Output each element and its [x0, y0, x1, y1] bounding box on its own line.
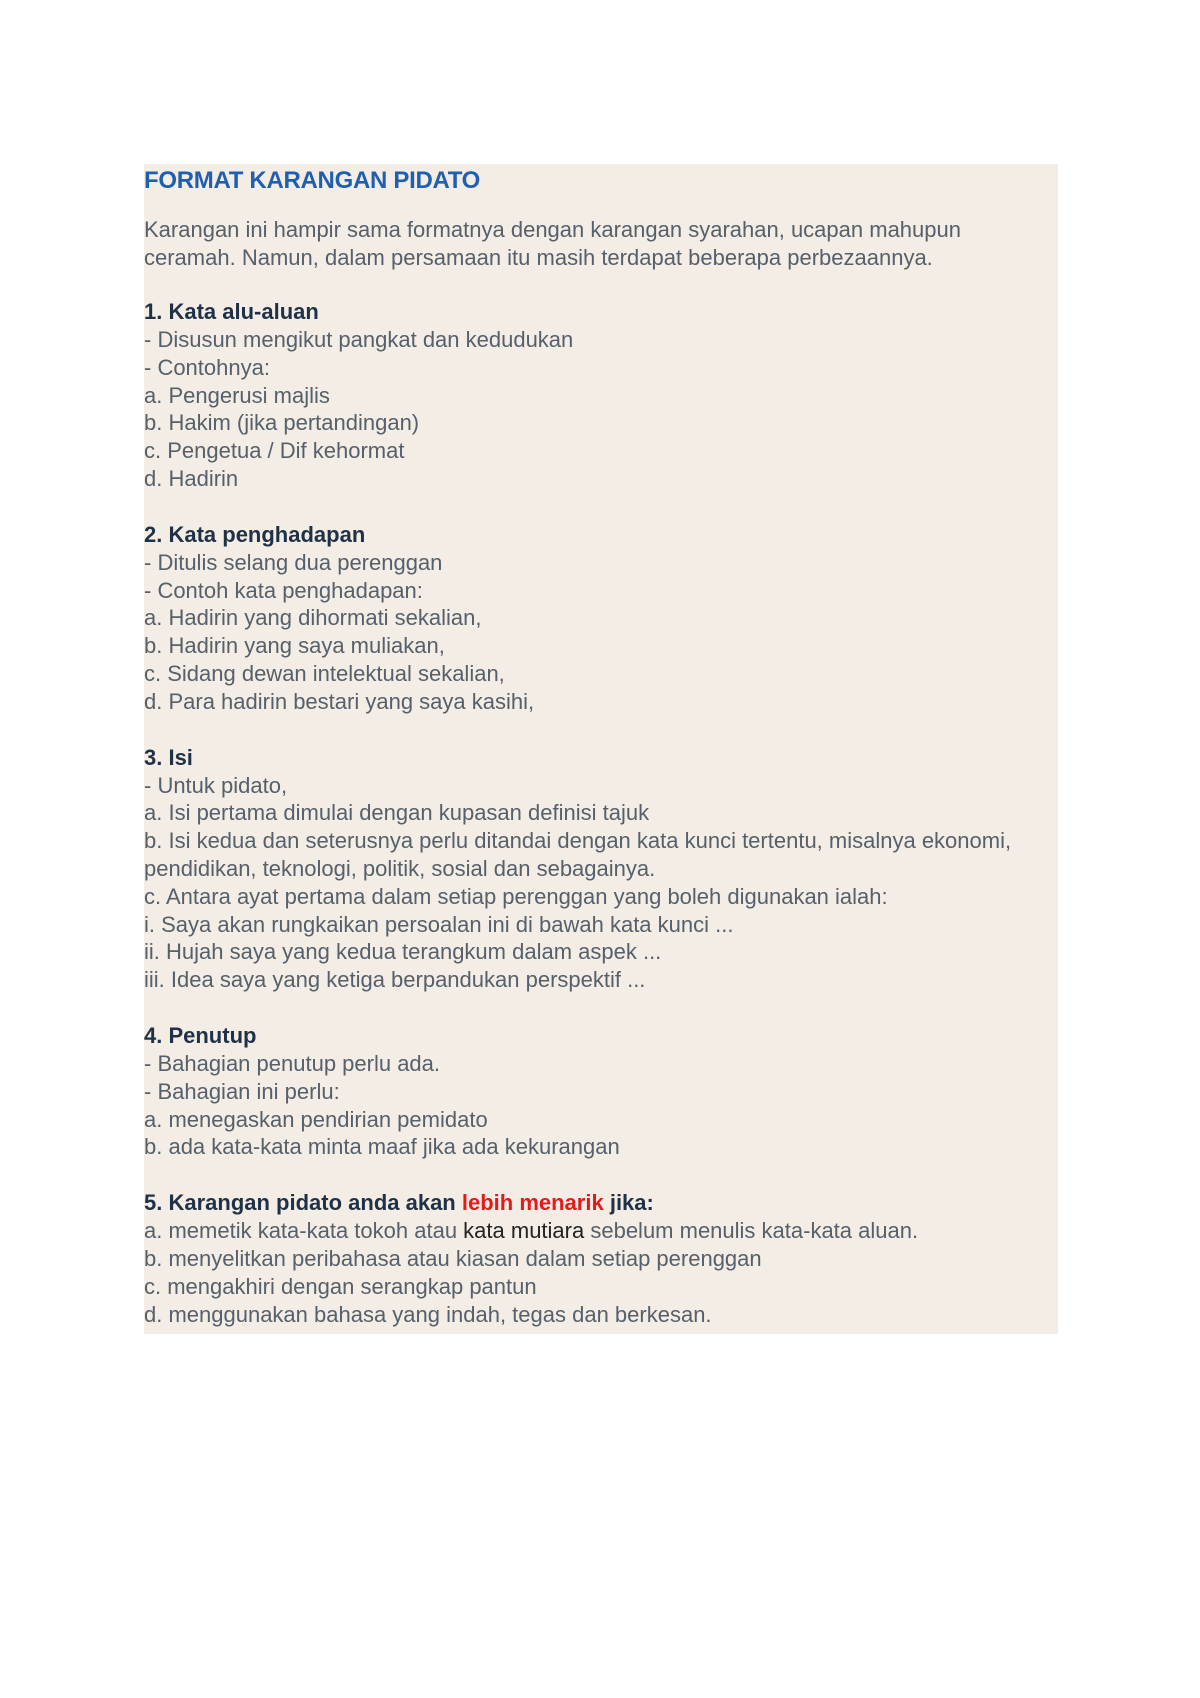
list-item: a. Isi pertama dimulai dengan kupasan definisi tajuk: [144, 800, 650, 826]
list-item: - Contoh kata penghadapan:: [144, 577, 423, 603]
list-item: d. menggunakan bahasa yang indah, tegas dan berkesan.: [144, 1301, 712, 1327]
section-heading: 3. Isi: [144, 744, 193, 770]
list-item: ii. Hujah saya yang kedua terangkum dalam aspek ...: [144, 939, 662, 965]
list-item: b. Hadirin yang saya muliakan,: [144, 633, 445, 659]
section-heading: [144, 1189, 1058, 1217]
heading-highlight-text: lebih menarik: [461, 1190, 604, 1216]
list-item: a. menegaskan pendirian pemidato: [144, 1106, 488, 1132]
heading-text: 5. Karangan pidato anda akan: [144, 1190, 462, 1216]
section-heading: 2. Kata penghadapan: [144, 521, 366, 547]
list-item: b. ada kata-kata minta maaf jika ada kekurangan: [144, 1134, 620, 1160]
section-penutup: [144, 1022, 1058, 1161]
section-isi: [144, 744, 1058, 994]
list-item: b. menyelitkan peribahasa atau kiasan dalam setiap perenggan: [144, 1245, 762, 1271]
list-item: c. Pengetua / Dif kehormat: [144, 438, 405, 464]
list-item: b. Hakim (jika pertandingan): [144, 410, 420, 436]
list-item: - Bahagian ini perlu:: [144, 1078, 340, 1104]
intro-paragraph: Karangan ini hampir sama formatnya dengan karangan syarahan, ucapan mahupun ceramah. Namun, dalam persamaan itu masih terdapat beberapa perbezaannya.: [144, 217, 961, 270]
list-item: - Disusun mengikut pangkat dan kedudukan: [144, 327, 574, 352]
list-item-text: a. memetik kata-kata tokoh atau: [144, 1218, 464, 1244]
list-item: c. Sidang dewan intelektual sekalian,: [144, 660, 505, 686]
document-title: FORMAT KARANGAN PIDATO: [144, 167, 481, 194]
list-item: - Bahagian penutup perlu ada.: [144, 1050, 441, 1076]
section-kata-penghadapan: [144, 521, 1058, 716]
section-heading: 4. Penutup: [144, 1022, 257, 1048]
list-item: c. Antara ayat pertama dalam setiap perenggan yang boleh digunakan ialah:: [144, 883, 888, 909]
document-content-block: [144, 164, 1058, 1334]
list-item: - Ditulis selang dua perenggan: [144, 549, 443, 575]
section-heading: 1. Kata alu-aluan: [144, 299, 319, 324]
list-item: a. Pengerusi majlis: [144, 382, 330, 408]
list-item-text: sebelum menulis kata-kata aluan.: [584, 1218, 919, 1244]
list-item: c. mengakhiri dengan serangkap pantun: [144, 1273, 537, 1299]
list-item: - Contohnya:: [144, 354, 270, 380]
list-item: - Untuk pidato,: [144, 772, 288, 798]
list-item: d. Para hadirin bestari yang saya kasihi,: [144, 688, 535, 714]
list-item: d. Hadirin: [144, 465, 239, 491]
list-item: [144, 1217, 1058, 1245]
section-kata-alu-aluan: [144, 298, 1058, 493]
list-item: iii. Idea saya yang ketiga berpandukan perspektif ...: [144, 967, 646, 993]
heading-text: jika:: [603, 1190, 654, 1216]
list-item: b. Isi kedua dan seterusnya perlu ditandai dengan kata kunci tertentu, misalnya ekonomi, pendidikan, teknologi, politik, sosial dan sebagainya.: [144, 828, 1012, 881]
section-lebih-menarik: [144, 1189, 1058, 1328]
list-item: a. Hadirin yang dihormati sekalian,: [144, 605, 482, 631]
list-item: i. Saya akan rungkaikan persoalan ini di bawah kata kunci ...: [144, 911, 734, 937]
emphasis-text: kata mutiara: [463, 1218, 585, 1244]
